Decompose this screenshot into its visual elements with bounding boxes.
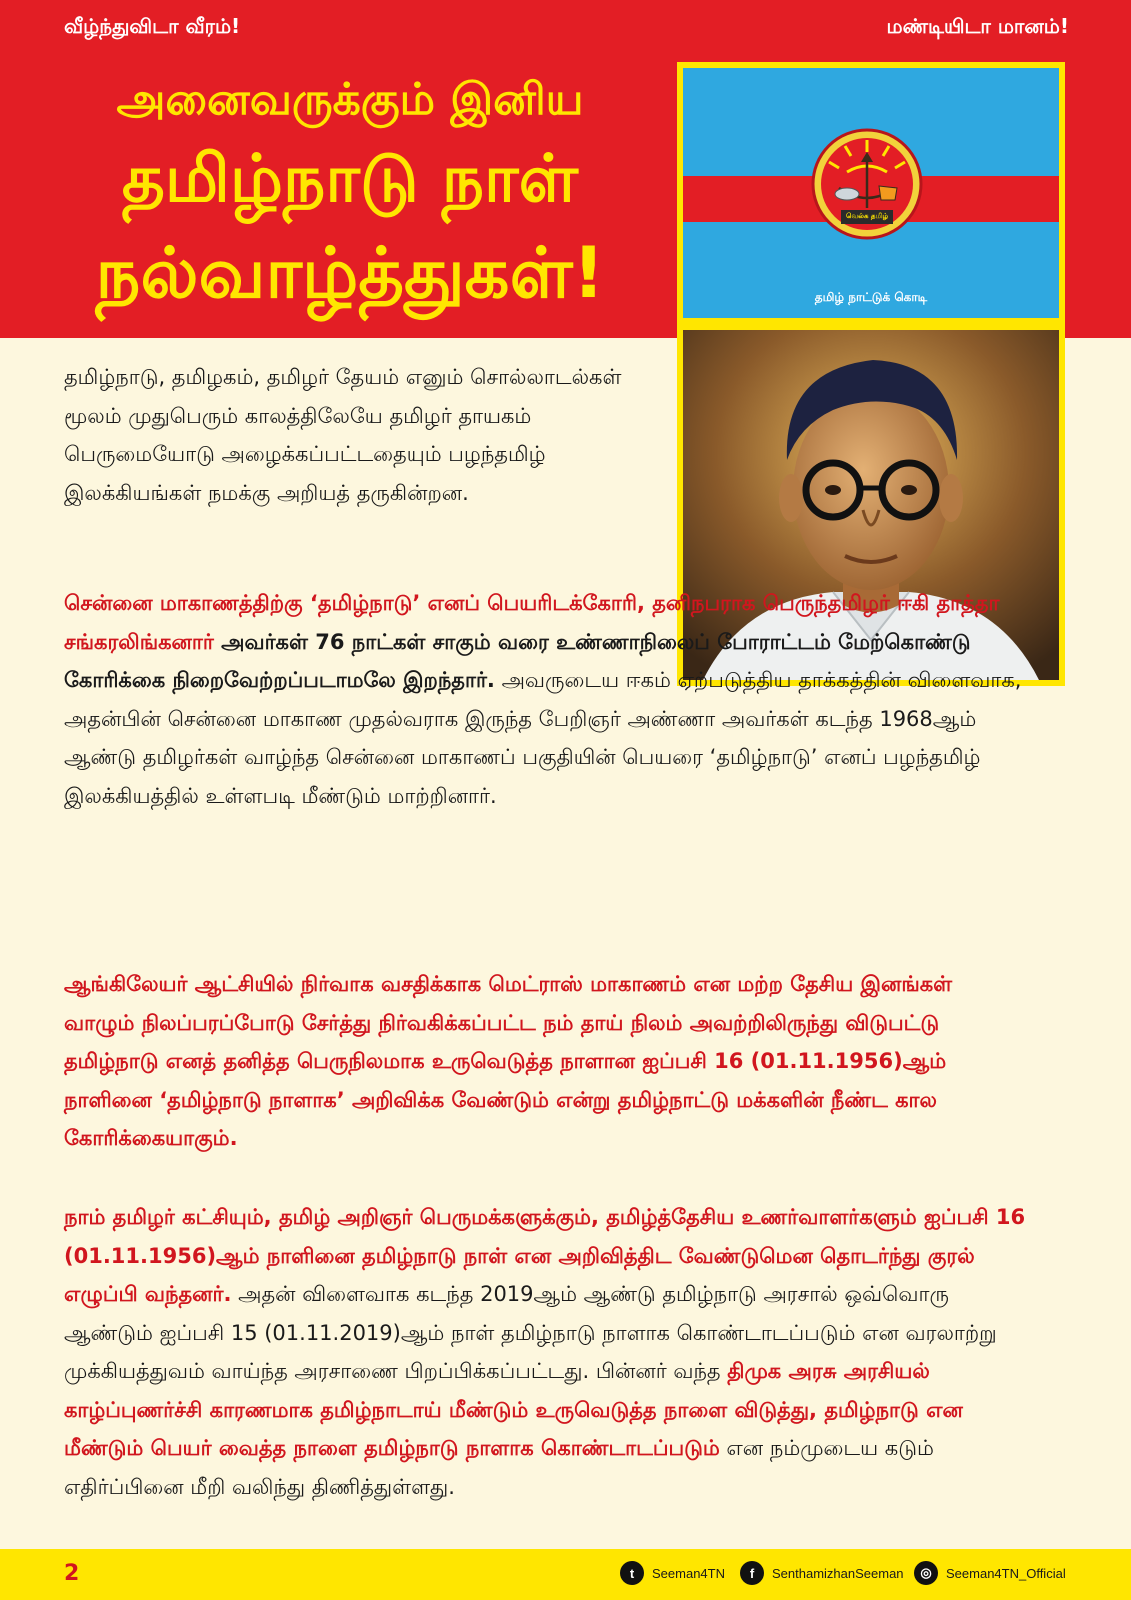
facebook-handle[interactable]: [740, 1561, 904, 1585]
p2-anna-text: அவருடைய ஈகம் ஏற்படுத்திய தாக்கத்தின் விளைவாக, அதன்பின் சென்னை மாகாண முதல்வராக இருந்த பேறிஞர் அண்ணா அவர்கள் கடந்த 1968ஆம் ஆண்டு தமிழர்கள் வாழ்ந்த சென்னை மாகாணப் பகுதியின் பெயரை ‘தமிழ்நாடு’ எனப் பழந்தமிழ் இலக்கியத்தில் உள்ளபடி மீண்டும் மாற்றினார்.: [64, 668, 1022, 808]
facebook-handle-text: SenthamizhanSeeman: [772, 1565, 904, 1581]
p2-name-highlight: பெருந்தமிழர் ஈகி தாத்தா சங்கரலிங்கனார்: [64, 591, 1000, 654]
facebook-icon: f: [740, 1561, 764, 1585]
paragraph-ntk: [64, 1198, 1044, 1506]
flag-caption: தமிழ் நாட்டுக் கொடி: [814, 290, 928, 304]
page-number: 2: [64, 1561, 80, 1586]
headline-line-1: அனைவருக்கும் இனிய: [116, 74, 584, 125]
emblem-label: வெல்க தமிழ்: [846, 212, 888, 220]
twitter-icon: t: [620, 1561, 644, 1585]
slogan-left: வீழ்ந்துவிடா வீரம்!: [64, 14, 241, 38]
paragraph-demand: ஆங்கிலேயர் ஆட்சியில் நிர்வாக வசதிக்காக மெட்ராஸ் மாகாணம் என மற்ற தேசிய இனங்கள் வாழும் நிலப்பரப்போடு சேர்த்து நிர்வகிக்கப்பட்ட நம் தாய் நிலம் அவற்றிலிருந்து விடுபட்டு தமிழ்நாடு எனத் தனித்த பெருநிலமாக உருவெடுத்த நாளான ஐப்பசி 16 (01.11.1956)ஆம் நாளினை ‘தமிழ்நாடு நாளாக’ அறிவிக்க வேண்டும் என்று தமிழ்நாட்டு மக்களின் நீண்ட கால கோரிக்கையாகும்.: [64, 972, 953, 1150]
instagram-handle-text: Seeman4TN_Official: [946, 1565, 1066, 1581]
twitter-handle-text: Seeman4TN: [652, 1565, 725, 1581]
headline-line-3: நல்வாழ்த்துகள்!: [95, 232, 605, 314]
paragraph-intro: தமிழ்நாடு, தமிழகம், தமிழர் தேயம் எனும் சொல்லாடல்கள் மூலம் முதுபெரும் காலத்திலேயே தமிழர் தாயகம் பெருமையோடு அழைக்கப்பட்டதையும் பழந்தமிழ் இலக்கியங்கள் நமக்கு அறியத் தருகின்றன.: [64, 365, 622, 505]
twitter-handle[interactable]: [620, 1561, 725, 1585]
p2-red-lead: சென்னை மாகாணத்திற்கு ‘தமிழ்நாடு’ எனப் பெயரிடக்கோரி, தனிநபராக: [64, 591, 763, 615]
paragraph-sankaralinganar: [64, 584, 1024, 815]
instagram-handle[interactable]: [914, 1561, 1066, 1585]
slogan-right: மண்டியிடா மானம்!: [886, 14, 1069, 38]
p4-gov-order: அதன் விளைவாக கடந்த 2019ஆம் ஆண்டு தமிழ்நாடு அரசால் ஒவ்வொரு ஆண்டும் ஐப்பசி 15 (01.11.2019)ஆம் நாள் தமிழ்நாடு நாளாக கொண்டாடப்படும் என வரலாற்று முக்கியத்துவம் வாய்ந்த அரசாணை பிறப்பிக்கப்பட்டது. பின்னர் வந்த: [64, 1282, 997, 1383]
tamil-nadu-flag: [683, 68, 1059, 318]
p4-dmk-change: திமுக அரசு அரசியல் காழ்ப்புணர்ச்சி காரணமாக தமிழ்நாடாய் மீண்டும் உருவெடுத்த நாளை விடுத்து, தமிழ்நாடு என மீண்டும் பெயர் வைத்த நாளை தமிழ்நாடு நாளாக கொண்டாடப்படும்: [64, 1359, 963, 1460]
p2-fast-text: அவர்கள் 76 நாட்கள் சாகும் வரை உண்ணாநிலைப் போராட்டம் மேற்கொண்டு கோரிக்கை நிறைவேற்றப்படாமலே இறந்தார்.: [64, 629, 971, 692]
flag-emblem: [811, 128, 923, 240]
tamil-nadu-flag-card: [677, 62, 1065, 324]
headline-line-2: தமிழ்நாடு நாள்: [121, 140, 579, 217]
p4-closing: என நம்முடைய கடும் எதிர்ப்பினை மீறி வலிந்து திணித்துள்ளது.: [64, 1436, 934, 1499]
instagram-icon: ◎: [914, 1561, 938, 1585]
footer-bar: [0, 1549, 1131, 1600]
p4-ntk-demand: நாம் தமிழர் கட்சியும், தமிழ் அறிஞர் பெருமக்களுக்கும், தமிழ்த்தேசிய உணர்வாளர்களும் ஐப்பசி 16 (01.11.1956)ஆம் நாளினை தமிழ்நாடு நாள் என அறிவித்திட வேண்டுமென தொடர்ந்து குரல் எழுப்பி வந்தனர்.: [64, 1205, 1026, 1306]
